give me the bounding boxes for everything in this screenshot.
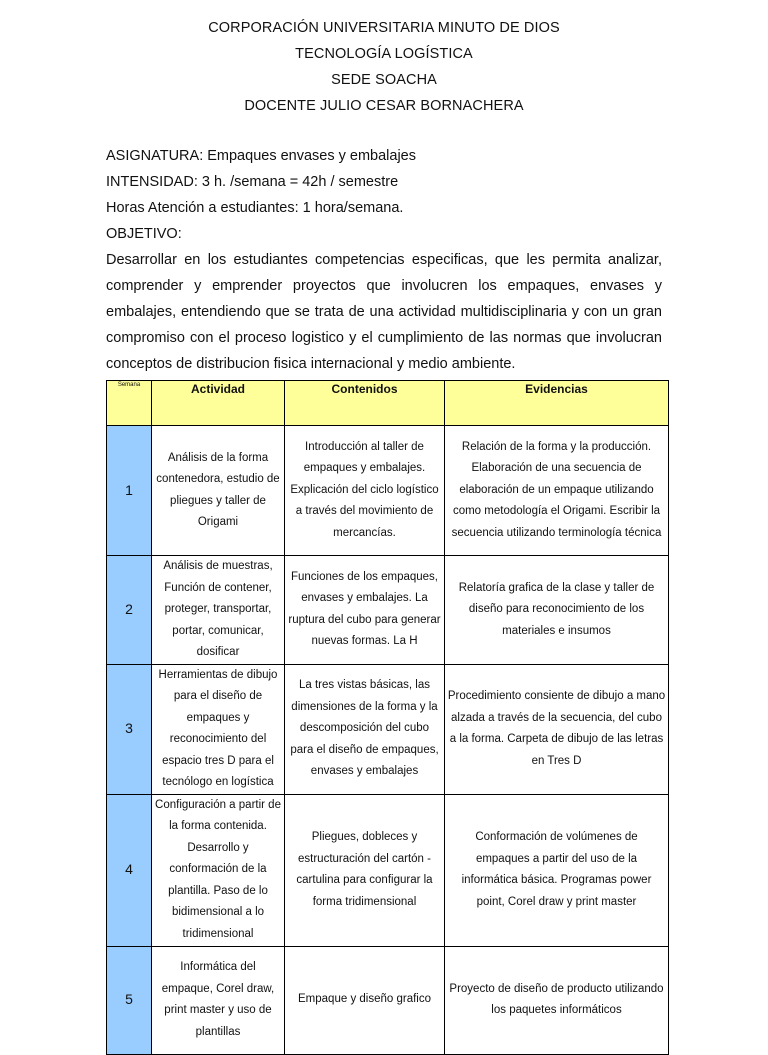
weekly-plan-table [106, 380, 669, 1055]
objective-text: Desarrollar en los estudiantes competencias especificas, que les permita analizar, comprender y emprender proyectos que involucren los empaques, envases y embalajes, entendiendo que se trata de una actividad multidisciplinaria y con un gran compromiso con el proceso logistico y el cumplimiento de las normas que involucran conceptos de distribucion fisica internacional y medio ambiente. [106, 252, 662, 372]
week-number: 5 [107, 946, 152, 1054]
evidence-cell: Procedimiento consiente de dibujo a mano alzada a través de la secuencia, del cubo a la forma. Carpeta de dibujo de las letras en Tres D [445, 664, 669, 794]
university-name: CORPORACIÓN UNIVERSITARIA MINUTO DE DIOS [208, 20, 560, 36]
activity-cell: Configuración a partir de la forma contenida. Desarrollo y conformación de la plantilla. Paso de lo bidimensional a lo tridimensional [152, 794, 285, 946]
campus-name: SEDE SOACHA [331, 72, 437, 88]
course-info [106, 143, 662, 377]
week-number: 1 [107, 426, 152, 556]
contents-cell: Introducción al taller de empaques y embalajes. Explicación del ciclo logístico a través del movimiento de mercancías. [285, 426, 445, 556]
header-evidencias: Evidencias [445, 381, 669, 426]
activity-cell: Informática del empaque, Corel draw, print master y uso de plantillas [152, 946, 285, 1054]
objective-label: OBJETIVO: [106, 226, 182, 242]
contents-cell: Empaque y diseño grafico [285, 946, 445, 1054]
activity-cell: Análisis de muestras, Función de contener, proteger, transportar, portar, comunicar, dosificar [152, 556, 285, 665]
contents-cell: La tres vistas básicas, las dimensiones de la forma y la descomposición del cubo para el diseño de empaques, envases y embalajes [285, 664, 445, 794]
evidence-cell: Relatoría grafica de la clase y taller de diseño para reconocimiento de los materiales e insumos [445, 556, 669, 665]
table-header-row [107, 381, 669, 426]
table-row [107, 794, 669, 946]
activity-cell: Herramientas de dibujo para el diseño de empaques y reconocimiento del espacio tres D para el tecnólogo en logística [152, 664, 285, 794]
program-name: TECNOLOGÍA LOGÍSTICA [295, 46, 473, 62]
header-semana: Semana [107, 381, 152, 426]
evidence-cell: Conformación de volúmenes de empaques a partir del uso de la informática básica. Programas power point, Corel draw y print master [445, 794, 669, 946]
contents-cell: Pliegues, dobleces y estructuración del cartón - cartulina para configurar la forma tridimensional [285, 794, 445, 946]
evidence-cell: Proyecto de diseño de producto utilizando los paquetes informáticos [445, 946, 669, 1054]
attention-hours-line: Horas Atención a estudiantes: 1 hora/semana. [106, 200, 404, 216]
activity-cell: Análisis de la forma contenedora, estudio de pliegues y taller de Origami [152, 426, 285, 556]
table-row [107, 556, 669, 665]
teacher-name: DOCENTE JULIO CESAR BORNACHERA [244, 98, 524, 114]
document-header [0, 15, 768, 119]
week-number: 3 [107, 664, 152, 794]
table-row [107, 426, 669, 556]
subject-line: ASIGNATURA: Empaques envases y embalajes [106, 148, 417, 164]
week-number: 4 [107, 794, 152, 946]
table-row [107, 664, 669, 794]
table-row [107, 946, 669, 1054]
week-number: 2 [107, 556, 152, 665]
contents-cell: Funciones de los empaques, envases y embalajes. La ruptura del cubo para generar nuevas formas. La H [285, 556, 445, 665]
header-actividad: Actividad [152, 381, 285, 426]
intensity-line: INTENSIDAD: 3 h. /semana = 42h / semestre [106, 174, 399, 190]
header-contenidos: Contenidos [285, 381, 445, 426]
evidence-cell: Relación de la forma y la producción. Elaboración de una secuencia de elaboración de un empaque utilizando como metodología el Origami. Escribir la secuencia utilizando terminología técnica [445, 426, 669, 556]
